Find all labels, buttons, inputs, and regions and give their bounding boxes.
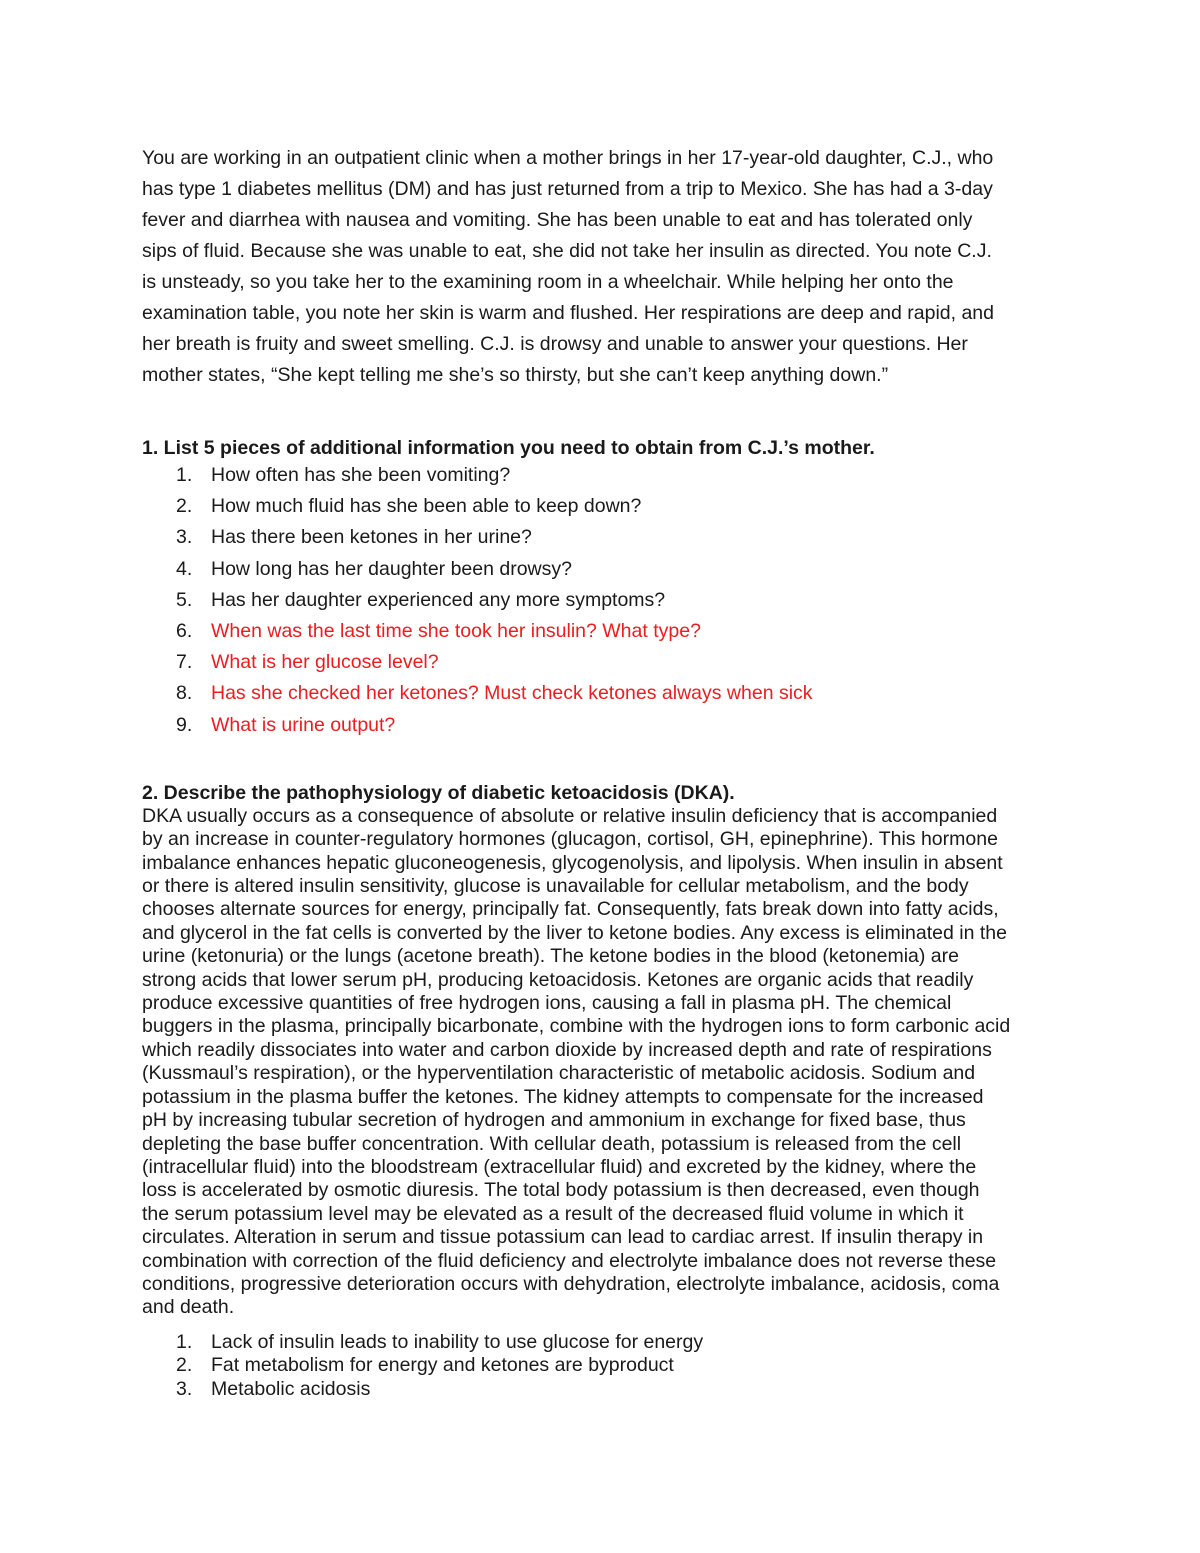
- list-item-annotation: [142, 647, 1062, 678]
- list-item: [142, 1354, 1062, 1377]
- list-item-text: Lack of insulin leads to inability to use glucose for energy: [211, 1330, 704, 1353]
- annotation-text: Has she checked her ketones? Must check ketones always when sick: [211, 682, 813, 705]
- list-item-text: Fat metabolism for energy and ketones are byproduct: [211, 1354, 674, 1377]
- list-number: 1.: [176, 1330, 193, 1353]
- list-item-annotation: [142, 710, 1062, 741]
- paragraph-line: imbalance enhances hepatic gluconeogenesis, glycogenolysis, and lipolysis. When insulin in absent: [142, 851, 1003, 874]
- list-number: 3.: [176, 1377, 193, 1400]
- paragraph-line: or there is altered insulin sensitivity, glucose is unavailable for cellular metabolism, and the body: [142, 875, 969, 898]
- list-number: 5.: [176, 588, 193, 611]
- annotation-text: What is her glucose level?: [211, 651, 439, 674]
- list-item: [142, 1378, 1062, 1401]
- paragraph-line: loss is accelerated by osmotic diuresis. The total body potassium is then decreased, even though: [142, 1179, 980, 1202]
- intro-line: mother states, “She kept telling me she’s so thirsty, but she can’t keep anything down.”: [142, 364, 889, 386]
- list-item: [142, 460, 1062, 491]
- paragraph-line: urine (ketonuria) or the lungs (acetone breath). The ketone bodies in the blood (ketonemia) are: [142, 945, 959, 968]
- paragraph-line: chooses alternate sources for energy, principally fat. Consequently, fats break down into fatty acids,: [142, 898, 999, 921]
- paragraph-line: depleting the base buffer concentration. With cellular death, potassium is released from the cell: [142, 1132, 962, 1155]
- list-item-text: Has there been ketones in her urine?: [211, 526, 532, 549]
- question-2-summary-list: [142, 1331, 1062, 1401]
- paragraph-line: DKA usually occurs as a consequence of absolute or relative insulin deficiency that is accompanied: [142, 804, 998, 827]
- list-number: 2.: [176, 1354, 193, 1377]
- intro-line: is unsteady, so you take her to the examining room in a wheelchair. While helping her onto the: [142, 271, 954, 293]
- paragraph-line: buggers in the plasma, principally bicarbonate, combine with the hydrogen ions to form carbonic acid: [142, 1015, 1011, 1038]
- list-item-text: Metabolic acidosis: [211, 1377, 371, 1400]
- paragraph-line: which readily dissociates into water and carbon dioxide by increased depth and rate of respirations: [142, 1038, 992, 1061]
- list-item-text: Has her daughter experienced any more symptoms?: [211, 588, 666, 611]
- list-number: 6.: [176, 620, 193, 643]
- paragraph-line: combination with correction of the fluid deficiency and electrolyte imbalance does not reverse these: [142, 1249, 997, 1272]
- question-1-answer-list: [142, 460, 1062, 741]
- annotation-text: When was the last time she took her insulin? What type?: [211, 620, 701, 643]
- list-item: [142, 585, 1062, 616]
- list-item-annotation: [142, 616, 1062, 647]
- case-scenario-paragraph: [142, 143, 1062, 391]
- document-page: [142, 143, 1062, 1401]
- list-number: 3.: [176, 526, 193, 549]
- list-number: 1.: [176, 464, 193, 486]
- paragraph-line: conditions, progressive deterioration occurs with dehydration, electrolyte imbalance, acidosis, coma: [142, 1272, 1000, 1295]
- list-item: [142, 1331, 1062, 1354]
- intro-line: sips of fluid. Because she was unable to eat, she did not take her insulin as directed. You note C.J.: [142, 240, 992, 262]
- list-number: 2.: [176, 495, 193, 518]
- intro-line: her breath is fruity and sweet smelling. C.J. is drowsy and unable to answer your questions. Her: [142, 333, 968, 355]
- paragraph-line: (intracellular fluid) into the bloodstream (extracellular fluid) and excreted by the kidney, where the: [142, 1155, 977, 1178]
- list-item-text: How long has her daughter been drowsy?: [211, 557, 572, 580]
- paragraph-line: circulates. Alteration in serum and tissue potassium can lead to cardiac arrest. If insulin therapy in: [142, 1226, 984, 1249]
- pathophysiology-paragraph: [142, 805, 1062, 1320]
- list-number: 8.: [176, 682, 193, 705]
- paragraph-line: and glycerol in the fat cells is converted by the liver to ketone bodies. Any excess is eliminated in the: [142, 921, 1007, 944]
- list-item: [142, 554, 1062, 585]
- paragraph-line: strong acids that lower serum pH, producing ketoacidosis. Ketones are organic acids that readily: [142, 968, 974, 991]
- paragraph-line: pH by increasing tubular secretion of hydrogen and ammonium in exchange for fixed base, thus: [142, 1109, 966, 1132]
- list-number: 4.: [176, 557, 193, 580]
- paragraph-line: potassium in the plasma buffer the ketones. The kidney attempts to compensate for the increased: [142, 1085, 984, 1108]
- question-2-heading: 2. Describe the pathophysiology of diabetic ketoacidosis (DKA).: [142, 781, 735, 804]
- paragraph-line: produce excessive quantities of free hydrogen ions, causing a fall in plasma pH. The chemical: [142, 992, 952, 1015]
- list-item: [142, 491, 1062, 522]
- question-1-heading: 1. List 5 pieces of additional information you need to obtain from C.J.’s mother.: [142, 437, 875, 459]
- intro-line: You are working in an outpatient clinic when a mother brings in her 17-year-old daughter, C.J., who: [142, 147, 994, 169]
- paragraph-line: by an increase in counter-regulatory hormones (glucagon, cortisol, GH, epinephrine). This hormone: [142, 828, 998, 851]
- list-item: [142, 522, 1062, 553]
- intro-line: has type 1 diabetes mellitus (DM) and has just returned from a trip to Mexico. She has had a 3-day: [142, 178, 993, 200]
- paragraph-line: and death.: [142, 1296, 235, 1319]
- annotation-text: What is urine output?: [211, 713, 396, 736]
- paragraph-line: the serum potassium level may be elevated as a result of the decreased fluid volume in which it: [142, 1202, 964, 1225]
- list-item-annotation: [142, 678, 1062, 709]
- list-number: 9.: [176, 713, 193, 736]
- list-number: 7.: [176, 651, 193, 674]
- intro-line: examination table, you note her skin is warm and flushed. Her respirations are deep and rapid, and: [142, 302, 994, 324]
- intro-line: fever and diarrhea with nausea and vomiting. She has been unable to eat and has tolerated only: [142, 209, 973, 231]
- list-item-text: How often has she been vomiting?: [211, 464, 511, 486]
- paragraph-line: (Kussmaul’s respiration), or the hyperventilation characteristic of metabolic acidosis. Sodium and: [142, 1062, 976, 1085]
- list-item-text: How much fluid has she been able to keep down?: [211, 495, 642, 518]
